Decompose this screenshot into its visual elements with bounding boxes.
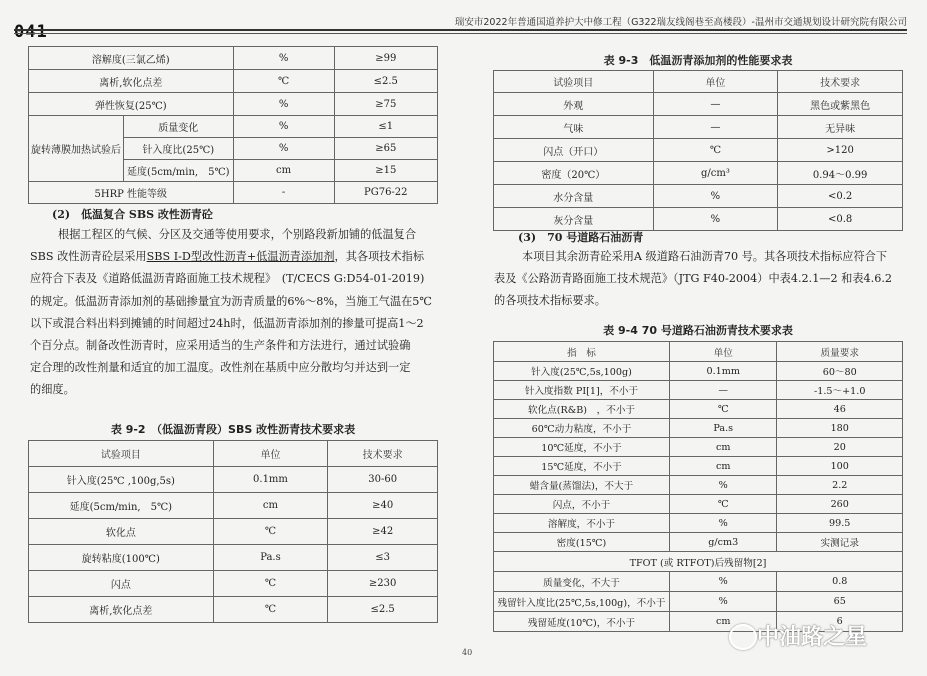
- cell: 针入度(25℃ ,100g,5s): [29, 467, 214, 493]
- cell: 旋转粘度(100℃): [29, 545, 214, 571]
- sbs-continuation-table: [28, 46, 438, 204]
- table-row: [494, 438, 903, 457]
- cell: ℃: [213, 519, 328, 545]
- cell-name: 针入度比(25℃): [124, 138, 234, 160]
- cell: 99.5: [777, 514, 903, 533]
- cell: —: [653, 116, 778, 139]
- cell: 6: [777, 612, 903, 632]
- cell: 软化点: [29, 519, 214, 545]
- column-header: 质量要求: [777, 342, 903, 362]
- cell: 闪点: [29, 571, 214, 597]
- cell: ≥42: [328, 519, 438, 545]
- column-header: 技术要求: [328, 441, 438, 467]
- cell: -1.5～+1.0: [777, 381, 903, 400]
- cell: g/cm3: [669, 533, 777, 552]
- table-row: [494, 185, 903, 208]
- cell: 闪点（开口）: [494, 139, 654, 162]
- cell: 闪点，不小于: [494, 495, 670, 514]
- cell: 外观: [494, 93, 654, 116]
- cell: %: [669, 514, 777, 533]
- table-row: [494, 381, 903, 400]
- column-header: 试验项目: [494, 71, 654, 93]
- cell-name: 溶解度(三氯乙烯): [29, 47, 234, 70]
- cell-req: ≤1: [334, 116, 437, 138]
- cell-name: 延度(5cm/min, 5℃): [124, 160, 234, 182]
- table-row: [494, 533, 903, 552]
- cell: cm: [669, 438, 777, 457]
- cell-unit: %: [233, 116, 334, 138]
- wechat-icon: [729, 624, 757, 650]
- para-line: 本项目其余沥青砼采用A 级道路石油沥青70 号。其各项技术指标应符合下: [522, 250, 888, 263]
- para-line: [30, 246, 432, 268]
- table-row: [29, 47, 438, 70]
- cell: %: [669, 476, 777, 495]
- table-row: [29, 116, 438, 138]
- cell: ℃: [213, 571, 328, 597]
- section3-paragraph: [494, 246, 892, 313]
- cell: 蜡含量(蒸馏法)，不大于: [494, 476, 670, 495]
- table-row: [29, 182, 438, 204]
- column-header: 指 标: [494, 342, 670, 362]
- cell: 实测记录: [777, 533, 903, 552]
- section-cell: TFOT (或 RTFOT)后残留物[2]: [494, 552, 903, 572]
- table-row: [494, 93, 903, 116]
- table-9-3-title: 表 9-3 低温沥青添加剂的性能要求表: [603, 54, 793, 67]
- header-rule-thin: [14, 33, 907, 34]
- cell-req: ≤2.5: [334, 70, 437, 93]
- cell: cm: [669, 457, 777, 476]
- column-header: 技术要求: [778, 71, 903, 93]
- table-row: [494, 419, 903, 438]
- column-header: 单位: [213, 441, 328, 467]
- cell-name: 5HRP 性能等级: [29, 182, 234, 204]
- cell: 65: [777, 592, 903, 612]
- table-row: [29, 70, 438, 93]
- cell: 密度（20℃）: [494, 162, 654, 185]
- cell-unit: ℃: [233, 70, 334, 93]
- header-rule: [14, 29, 907, 31]
- cell: ≥40: [328, 493, 438, 519]
- table-row: [29, 467, 438, 493]
- cell: 软化点(R&B) ，不小于: [494, 400, 670, 419]
- table-row: [29, 93, 438, 116]
- cell: 溶解度，不小于: [494, 514, 670, 533]
- cell: 260: [777, 495, 903, 514]
- document-header: 瑞安市2022年普通国道养护大中修工程（G322瑞友线阁巷至高楼段）-温州市交通规划设计研究院有限公司: [454, 17, 907, 28]
- cell: 黑色或紫黑色: [778, 93, 903, 116]
- page-number: 40: [462, 648, 473, 657]
- table-9-2-title: 表 9-2 （低温沥青段）SBS 改性沥青技术要求表: [110, 423, 356, 436]
- cell: <0.2: [778, 185, 903, 208]
- table-9-3: [493, 70, 903, 231]
- cell: 针入度(25℃,5s,100g): [494, 362, 670, 381]
- cell-req: ≥15: [334, 160, 437, 182]
- section-heading: (2) 低温复合 SBS 改性沥青砼: [52, 208, 213, 221]
- cell-req: ≥75: [334, 93, 437, 116]
- cell: 密度(15℃): [494, 533, 670, 552]
- cell: 60～80: [777, 362, 903, 381]
- cell-name: 弹性恢复(25℃): [29, 93, 234, 116]
- column-header: 试验项目: [29, 441, 214, 467]
- cell: 0.8: [777, 572, 903, 592]
- cell: 无异味: [778, 116, 903, 139]
- cell-req: ≥99: [334, 47, 437, 70]
- cell: ℃: [653, 139, 778, 162]
- cell: 0.94～0.99: [778, 162, 903, 185]
- cell-unit: %: [233, 93, 334, 116]
- cell: 针入度指数 PI[1]，不小于: [494, 381, 670, 400]
- cell: cm: [213, 493, 328, 519]
- underlined-term: SBS I-D型改性沥青+低温沥青添加剂: [146, 250, 335, 264]
- cell: 20: [777, 438, 903, 457]
- cell: 延度(5cm/min, 5℃): [29, 493, 214, 519]
- cell: 残留针入度比(25℃,5s,100g)，不小于: [494, 592, 670, 612]
- cell: 离析,软化点差: [29, 597, 214, 623]
- cell: ≤2.5: [328, 597, 438, 623]
- cell: Pa.s: [213, 545, 328, 571]
- cell: %: [653, 185, 778, 208]
- cell: ≥230: [328, 571, 438, 597]
- para-line: 定合理的改性剂量和适宜的加工温度。改性剂在基质中应分散均匀并达到一定: [30, 361, 411, 375]
- cell: 15℃延度，不小于: [494, 457, 670, 476]
- cell: 0.1mm: [669, 362, 777, 381]
- cell: 气味: [494, 116, 654, 139]
- table-header-row: [494, 342, 903, 362]
- cell: ℃: [213, 597, 328, 623]
- column-header: 单位: [669, 342, 777, 362]
- table-row: [29, 571, 438, 597]
- watermark: 中油路之星: [757, 625, 868, 650]
- cell: 0.1mm: [213, 467, 328, 493]
- para-line: 以下或混合料出料到摊铺的时间超过24h时，低温沥青添加剂的掺量可提高1～2: [30, 316, 424, 330]
- table-row: [494, 139, 903, 162]
- cell: %: [669, 592, 777, 612]
- cell-unit: -: [233, 182, 334, 204]
- page-mark: 041: [14, 22, 48, 42]
- para-line: 个百分点。制备改性沥青时，应采用适当的生产条件和方法进行，通过试验确: [30, 338, 411, 352]
- table-row: [494, 116, 903, 139]
- table-row: [494, 572, 903, 592]
- cell: 180: [777, 419, 903, 438]
- cell: %: [653, 208, 778, 231]
- section2-paragraph: [30, 224, 432, 402]
- table-9-2: [28, 440, 438, 623]
- table-header-row: [29, 441, 438, 467]
- cell: —: [653, 93, 778, 116]
- cell: 残留延度(10℃)，不小于: [494, 612, 670, 632]
- para-line: 的规定。低温沥青添加剂的基础掺量宜为沥青质量的6%～8%，当施工气温在5℃: [30, 294, 432, 308]
- cell: 30-60: [328, 467, 438, 493]
- column-header: 单位: [653, 71, 778, 93]
- table-9-4-title: 表 9-4 70 号道路石油沥青技术要求表: [603, 324, 793, 337]
- table-9-4: [493, 341, 903, 632]
- cell: 质量变化，不大于: [494, 572, 670, 592]
- cell: g/cm³: [653, 162, 778, 185]
- cell-unit: %: [233, 47, 334, 70]
- table-row: [494, 208, 903, 231]
- table-header-row: [494, 71, 903, 93]
- cell: 灰分含量: [494, 208, 654, 231]
- cell: 10℃延度，不小于: [494, 438, 670, 457]
- table-section-row: [494, 552, 903, 572]
- cell: —: [669, 381, 777, 400]
- table-row: [494, 592, 903, 612]
- para-line: 的细度。: [30, 383, 75, 397]
- cell: <0.8: [778, 208, 903, 231]
- para-line: 根据工程区的气候、分区及交通等使用要求，个别路段新加铺的低温复合: [58, 228, 417, 241]
- table-row: [494, 162, 903, 185]
- cell-req: PG76-22: [334, 182, 437, 204]
- table-row: [494, 514, 903, 533]
- table-row: [494, 362, 903, 381]
- table-row: [29, 519, 438, 545]
- table-row: [29, 597, 438, 623]
- cell: %: [669, 572, 777, 592]
- group-label: 旋转薄膜加热试验后: [29, 116, 124, 182]
- para-line: 的各项技术指标要求。: [494, 294, 606, 308]
- section-heading: (3) 70 号道路石油沥青: [518, 231, 644, 244]
- table-row: [29, 545, 438, 571]
- cell: >120: [778, 139, 903, 162]
- para-line: 应符合下表及《道路低温沥青路面施工技术规程》 (T/CECS G:D54-01-2019): [30, 272, 425, 286]
- cell: 46: [777, 400, 903, 419]
- table-row: [494, 476, 903, 495]
- table-row: [29, 493, 438, 519]
- cell-req: ≥65: [334, 138, 437, 160]
- cell: ℃: [669, 400, 777, 419]
- cell: ≤3: [328, 545, 438, 571]
- table-row: [494, 457, 903, 476]
- cell-unit: cm: [233, 160, 334, 182]
- cell-unit: %: [233, 138, 334, 160]
- cell-name: 离析,软化点差: [29, 70, 234, 93]
- cell: 100: [777, 457, 903, 476]
- cell: 60℃动力粘度，不小于: [494, 419, 670, 438]
- cell: cm: [669, 612, 777, 632]
- para-span: SBS 改性沥青砼层采用: [30, 250, 147, 264]
- para-line: 表及《公路沥青路面施工技术规范》（JTG F40-2004）中表4.2.1—2 和表4.6.2: [494, 272, 893, 286]
- cell-name: 质量变化: [124, 116, 234, 138]
- cell: Pa.s: [669, 419, 777, 438]
- cell: 2.2: [777, 476, 903, 495]
- cell: ℃: [669, 495, 777, 514]
- para-span: ，其各项技术指标: [334, 250, 425, 264]
- table-row: [494, 400, 903, 419]
- table-row: [494, 495, 903, 514]
- cell: 水分含量: [494, 185, 654, 208]
